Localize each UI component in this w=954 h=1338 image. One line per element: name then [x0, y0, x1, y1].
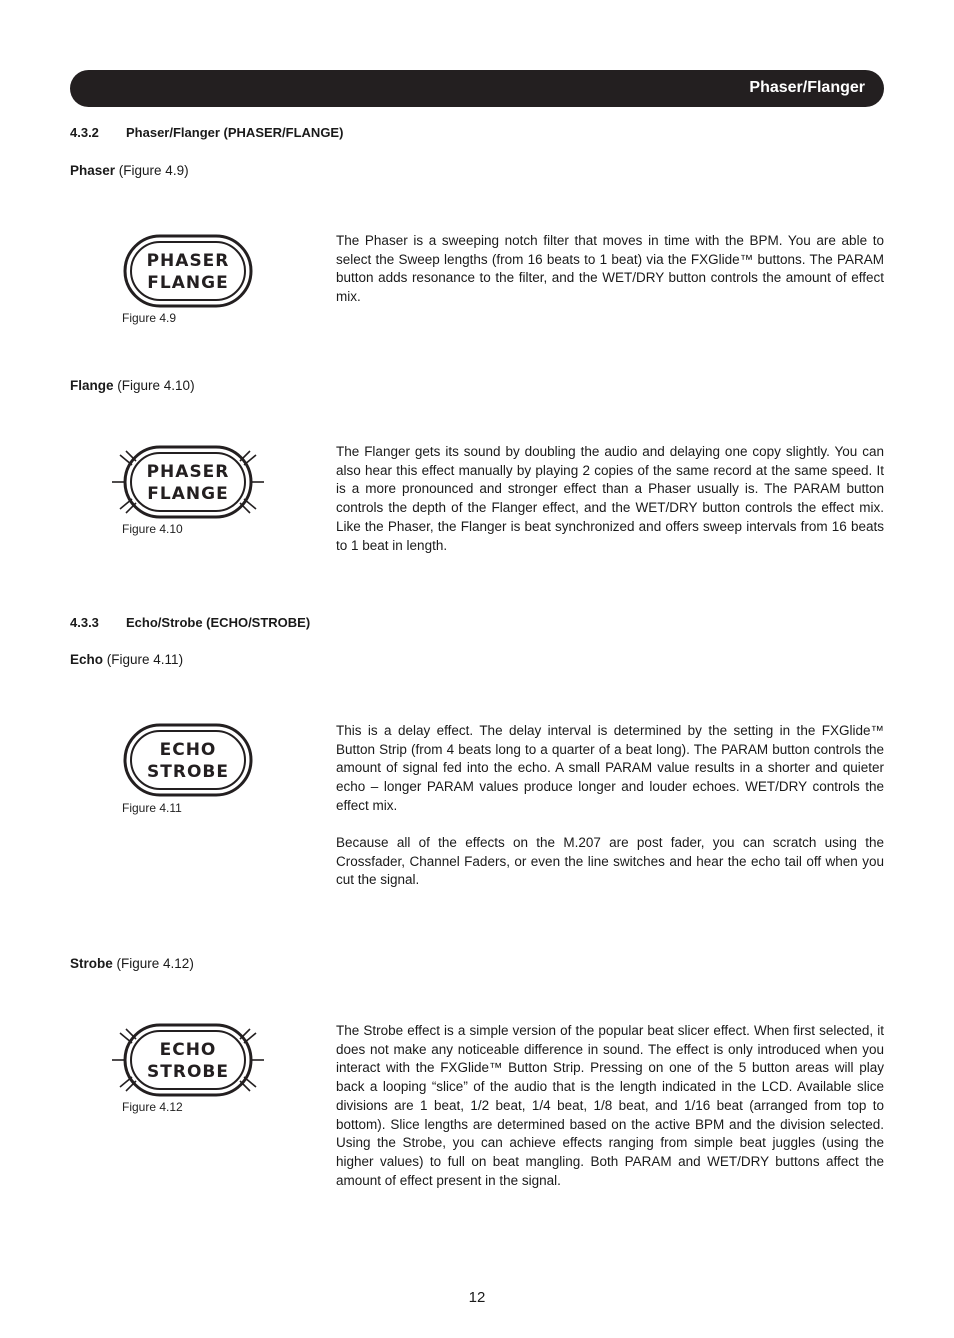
section-heading-4-3-3 — [70, 615, 310, 630]
subheading-ref: (Figure 4.10) — [117, 378, 195, 393]
phaser-flange-button-active-figure — [110, 445, 266, 519]
section-heading-4-3-2 — [70, 125, 343, 140]
paragraph: The Phaser is a sweeping notch filter that moves in time with the BPM. You are able to select the Sweep lengths (from 16 beats to 1 beat) via the FXGlide™ buttons. The PARAM button adds resonance to the filter, and the WET/DRY button controls the amount of effect mix. — [336, 233, 884, 305]
echo-strobe-button-figure — [110, 723, 266, 797]
subheading-ref: (Figure 4.12) — [116, 956, 194, 971]
button-line1: ECHO — [159, 740, 217, 760]
paragraph: This is a delay effect. The delay interval is determined by the setting in the FXGlide™ Button Strip (from 4 beats long to a quarter of a beat long). The PARAM button controls the amount of signal fed into the echo. A small PARAM value results in a shorter and quieter echo – longer PARAM values produce longer and louder echoes. WET/DRY controls the effect mix. — [336, 723, 884, 813]
figure-caption: Figure 4.12 — [122, 1100, 183, 1114]
phaser-description — [336, 232, 884, 307]
button-line1: PHASER — [146, 462, 230, 482]
echo-description — [336, 722, 884, 890]
figure-caption: Figure 4.11 — [122, 801, 182, 815]
figure-caption: Figure 4.10 — [122, 522, 183, 536]
subheading-ref: (Figure 4.11) — [106, 652, 184, 667]
header-bar — [70, 70, 884, 107]
subheading-label: Strobe — [70, 956, 113, 971]
subheading-flange — [70, 378, 195, 394]
strobe-description — [336, 1022, 884, 1190]
button-line1: ECHO — [159, 1040, 217, 1060]
subheading-label: Echo — [70, 652, 104, 667]
subheading-label: Phaser — [70, 163, 116, 178]
subheading-echo — [70, 652, 183, 668]
button-line1: PHASER — [146, 251, 230, 271]
button-line2: STROBE — [147, 1062, 229, 1082]
subheading-phaser — [70, 163, 189, 179]
section-title: Echo/Strobe (ECHO/STROBE) — [126, 615, 311, 630]
figure-caption: Figure 4.9 — [122, 311, 177, 325]
section-number: 4.3.3 — [70, 615, 99, 630]
subheading-ref: (Figure 4.9) — [118, 163, 189, 178]
echo-strobe-button-active-figure — [110, 1023, 266, 1097]
paragraph: Because all of the effects on the M.207 are post fader, you can scratch using the Crossfader, Channel Faders, or even the line switches and hear the echo tail off when you cut the signal. — [336, 835, 884, 888]
button-line2: FLANGE — [147, 273, 229, 293]
header-title: Phaser/Flanger — [749, 79, 865, 96]
paragraph: The Flanger gets its sound by doubling the audio and delaying one copy slightly. You can also hear this effect manually by playing 2 copies of the same record at the same speed. It is a more pronounced and stronger effect than a Phaser usually is. The PARAM button controls the depth of the Flanger effect, and the WET/DRY button controls the effect mix. Like the Phaser, the Flanger is beat synchronized and offers sweep intervals from 16 beats to 1 beat in length. — [336, 444, 884, 553]
section-number: 4.3.2 — [70, 125, 99, 140]
subheading-strobe — [70, 956, 194, 972]
paragraph: The Strobe effect is a simple version of the popular beat slicer effect. When first selected, it does not make any noticeable difference in sound. The effect is only introduced when you interact with the FXGlide™ Button Strip. Pressing on one of the 5 button areas will play back a looping “slice” of the audio that is the length indicated in the LCD. Available slice divisions are 1 beat, 1/2 beat, 1/4 beat, 1/8 beat, and 1/16 beat (arranged from top to bottom). Slice lengths are determined based on the active BPM and the division selected. Using the Strobe, you can achieve effects ranging from simple beat juggles (using the higher values) to full on beat mangling. Both PARAM and WET/DRY buttons affect the amount of effect present in the signal. — [336, 1023, 884, 1188]
flange-description — [336, 443, 884, 555]
button-line2: FLANGE — [147, 484, 229, 504]
subheading-label: Flange — [70, 378, 114, 393]
button-line2: STROBE — [147, 762, 229, 782]
phaser-flange-button-figure — [110, 234, 266, 308]
section-title: Phaser/Flanger (PHASER/FLANGE) — [126, 125, 344, 140]
page-number: 12 — [468, 1289, 486, 1306]
